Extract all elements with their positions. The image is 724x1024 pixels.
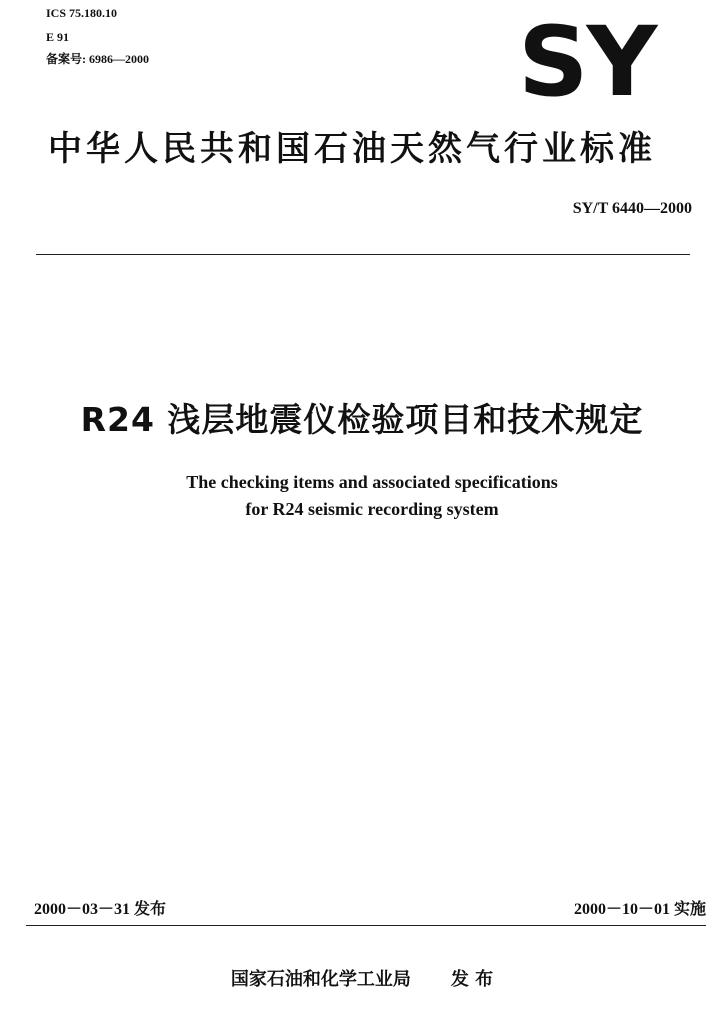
standard-number: SY/T 6440—2000	[572, 200, 692, 217]
record-number: 备案号: 6986—2000	[46, 52, 149, 66]
organization-title: 中华人民共和国石油天然气行业标准	[48, 129, 656, 169]
issue-date: 2000－03－31 发布	[34, 901, 167, 918]
bottom-divider	[26, 925, 706, 926]
ics-code: ICS 75.180.10	[46, 6, 118, 20]
implementation-date: 2000－10－01 实施	[573, 901, 706, 918]
top-divider	[36, 254, 690, 255]
document-title-english-line1: The checking items and associated specifications	[186, 472, 558, 492]
sy-logo: SY	[518, 6, 656, 118]
document-title-chinese: R24 浅层地震仪检验项目和技术规定	[80, 400, 644, 439]
issuer-action: 发 布	[450, 969, 494, 990]
classification-code: E 91	[46, 30, 70, 44]
issuer-name: 国家石油和化学工业局	[230, 969, 411, 990]
document-title-english-line2: for R24 seismic recording system	[245, 499, 499, 519]
issuer-block	[0, 966, 724, 994]
